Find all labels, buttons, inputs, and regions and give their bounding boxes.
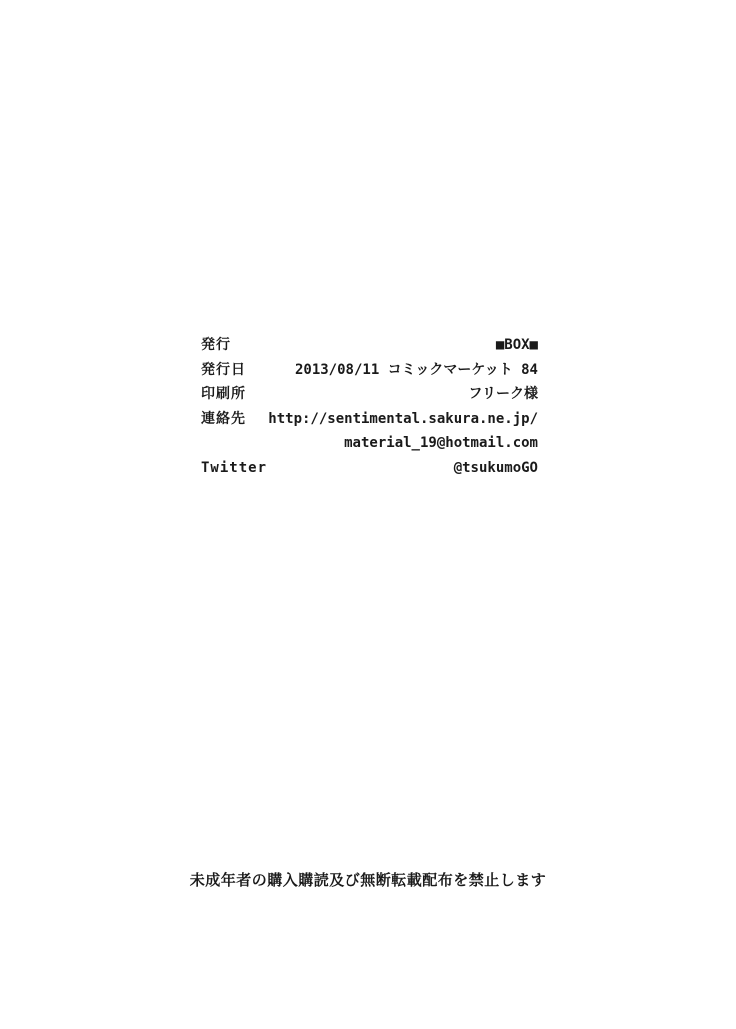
twitter-handle: @tsukumoGO — [453, 459, 538, 476]
contact-url: http://sentimental.sakura.ne.jp/ — [268, 410, 538, 427]
twitter-row — [201, 456, 538, 481]
publisher-label: 発行 — [201, 337, 231, 353]
publisher-row — [201, 333, 538, 358]
contact-label: 連絡先 — [201, 410, 246, 427]
contact-email: material_19@hotmail.com — [344, 435, 538, 452]
contact-row — [201, 407, 538, 432]
publication-date-row — [201, 358, 538, 383]
publication-date-value: 2013/08/11 コミックマーケット 84 — [294, 361, 538, 378]
twitter-label: Twitter — [201, 459, 268, 476]
printer-label: 印刷所 — [201, 386, 246, 403]
contact-email-row — [201, 431, 538, 456]
printer-value: フリーク様 — [468, 386, 538, 403]
publication-info-block — [201, 333, 538, 481]
printer-row — [201, 382, 538, 407]
publication-date-label: 発行日 — [201, 361, 246, 378]
age-restriction-notice: 未成年者の購入購読及び無断転載配布を禁止します — [189, 871, 547, 889]
publisher-value: ■BOX■ — [495, 337, 538, 353]
